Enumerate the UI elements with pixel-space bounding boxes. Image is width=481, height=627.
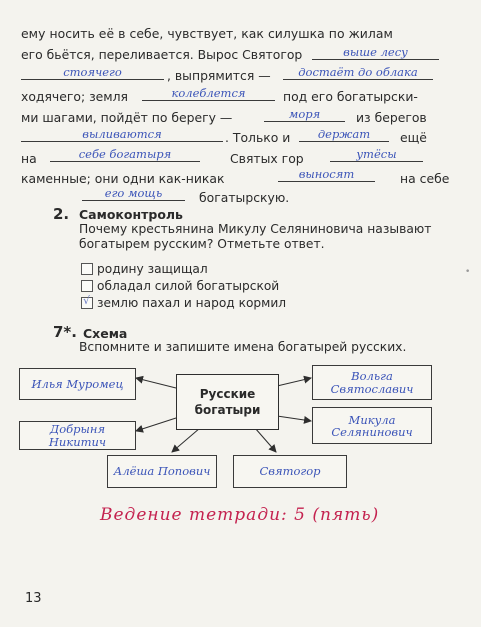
option-1-label: родину защищал bbox=[97, 262, 208, 276]
story-line-1: ему носить её в себе, чувствует, как силушка по жилам bbox=[21, 26, 393, 41]
check-mark-icon: √ bbox=[83, 294, 91, 307]
hero-box-bottom-left[interactable]: Алёша Попович bbox=[107, 455, 217, 488]
story-line-4-text-b: под его богатырски- bbox=[283, 89, 418, 104]
section-7-task: Вспомните и запишите имена богатырей русских. bbox=[79, 340, 407, 354]
story-line-5-text: ми шагами, пойдёт по берегу — bbox=[21, 110, 233, 125]
blank-4[interactable]: колеблется bbox=[142, 87, 275, 101]
story-line-8-text: каменные; они одни как-никак bbox=[21, 171, 225, 186]
option-2-label: обладал силой богатырской bbox=[97, 279, 280, 293]
story-line-7-text-b: Святых гор bbox=[230, 151, 304, 166]
blank-8[interactable]: себе богатыря bbox=[50, 148, 200, 162]
story-line-6-text-b: ещё bbox=[400, 130, 427, 145]
hero-box-right-bottom[interactable]: Микула Селянинович bbox=[312, 407, 432, 444]
hero-box-left-bottom[interactable]: Добрыня Никитич bbox=[19, 421, 136, 450]
section-2-question-line-2: богатырем русским? Отметьте ответ. bbox=[79, 237, 325, 251]
blank-3[interactable]: достаёт до облака bbox=[283, 66, 433, 80]
scheme-center-line-2: богатыри bbox=[194, 403, 261, 417]
option-3-label: землю пахал и народ кормил bbox=[97, 296, 287, 310]
blank-11[interactable]: его мощь bbox=[82, 187, 185, 201]
hero-box-right-top[interactable]: Вольга Святославич bbox=[312, 365, 432, 400]
section-2-title: Самоконтроль bbox=[79, 207, 183, 222]
story-line-2-text: его бьётся, переливается. Вырос Святогор bbox=[21, 47, 303, 62]
hero-box-bottom-right[interactable]: Святогор bbox=[233, 455, 347, 488]
blank-10[interactable]: выносят bbox=[278, 168, 375, 182]
section-7-number: 7*. bbox=[53, 323, 77, 341]
story-line-3-text: , выпрямится — bbox=[167, 68, 271, 83]
teacher-grade-note: Ведение тетради: 5 (пять) bbox=[100, 505, 380, 525]
scheme-center-line-1: Русские bbox=[199, 387, 256, 401]
blank-2[interactable]: стоячего bbox=[21, 66, 164, 80]
story-line-5-text-b: из берегов bbox=[356, 110, 427, 125]
blank-5[interactable]: моря bbox=[264, 108, 345, 122]
blank-9[interactable]: утёсы bbox=[330, 148, 423, 162]
story-line-4-text: ходячего; земля bbox=[21, 89, 129, 104]
section-2-question-line-1: Почему крестьянина Микулу Селяниновича называют bbox=[79, 222, 432, 236]
hero-box-left-top[interactable]: Илья Муромец bbox=[19, 368, 136, 400]
story-line-9-text: богатырскую. bbox=[199, 190, 290, 205]
blank-7[interactable]: держат bbox=[299, 128, 389, 142]
blank-1[interactable]: выше лесу bbox=[312, 46, 439, 60]
scheme-center-box bbox=[176, 374, 279, 430]
story-line-6-text: . Только и bbox=[225, 130, 291, 145]
blank-6[interactable]: выливаются bbox=[21, 128, 223, 142]
section-7-title: Схема bbox=[83, 326, 128, 341]
section-2-number: 2. bbox=[53, 205, 70, 223]
story-line-8-text-b: на себе bbox=[400, 171, 450, 186]
story-line-7-text: на bbox=[21, 151, 37, 166]
edge-dot: • bbox=[465, 267, 471, 277]
page-number: 13 bbox=[25, 591, 42, 606]
